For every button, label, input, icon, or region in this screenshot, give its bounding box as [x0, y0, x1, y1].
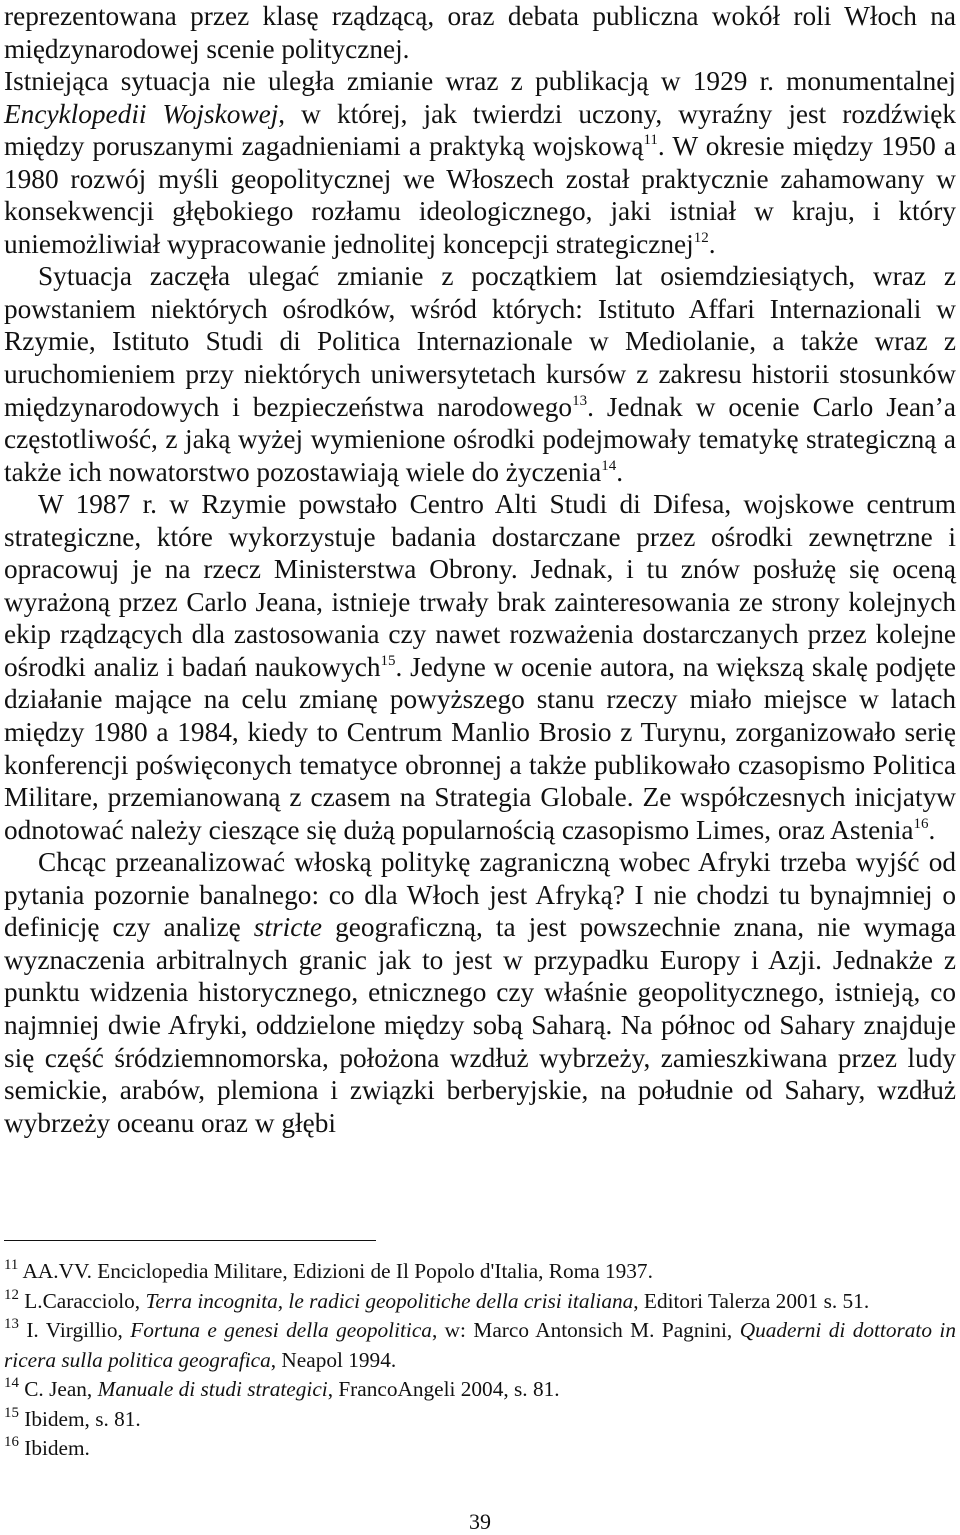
footnote [4, 1257, 956, 1287]
document-page [4, 0, 956, 1460]
text-run: . [708, 228, 716, 259]
paragraph [4, 260, 956, 488]
footnote-number: 14 [4, 1375, 19, 1392]
footnote-ref: 13 [572, 392, 588, 409]
footnote-ref: 14 [601, 457, 617, 474]
footnote-separator [4, 1240, 376, 1241]
text-run: reprezentowana przez klasę rządzącą, oraz debata publiczna wokół roli Włoch na międzynarodowej scenie politycznej. [4, 1, 956, 64]
italic-text: Manuale di studi strategici [97, 1377, 328, 1401]
footnote-number: 12 [4, 1286, 19, 1303]
footnote-number: 16 [4, 1434, 19, 1451]
text-run: Ibidem, s. 81. [18, 1406, 141, 1431]
text-run: Istniejąca sytuacja nie uległa zmianie wraz z publikacją w 1929 r. monumentalnej [4, 66, 956, 97]
footnote [4, 1316, 956, 1375]
page-number: 39 [469, 1509, 491, 1534]
text-run: W 1987 r. w Rzymie powstało Centro Alti Studi di Difesa, wojskowe centrum strategiczne, które wykorzystuje badania dostarczane przez ośrodki zewnętrzne i opracowuj je na rzecz Ministerstwa Obrony. Jednak, i tu znów posłużę się oceną wyrażoną przez Carlo Jeana, istnieje trwały brak zainteresowania ze strony kolejnych ekip rządzących dla zastosowania czy nawet rozważenia dostarczanych przez kolejne ośrodki analiz i badań naukowych [4, 489, 956, 682]
footnote-ref: 11 [643, 132, 658, 149]
text-run: , Neapol 1994. [270, 1347, 397, 1372]
italic-text: stricte [253, 912, 323, 943]
text-run: , Editori Talerza 2001 s. 51. [633, 1288, 870, 1313]
text-run: Chcąc przeanalizować włoską politykę zagraniczną wobec Afryki trzeba wyjść od pytania pozornie banalnego: co dla Włoch jest Afryką? I nie chodzi tu bynajmniej o definicję czy analizę [4, 847, 956, 943]
footnotes [4, 1257, 956, 1464]
text-run: , w: Marco Antonsich M. Pagnini, [431, 1318, 740, 1342]
footnote [4, 1434, 956, 1464]
text-run: I. Virgillio, [18, 1318, 131, 1342]
paragraph [4, 0, 956, 65]
footnote [4, 1287, 956, 1317]
footnote [4, 1405, 956, 1435]
italic-text: Terra incognita, le radici geopolitiche della crisi italiana [145, 1288, 634, 1313]
text-run: , FrancoAngeli 2004, s. 81. [327, 1377, 560, 1401]
text-run: AA.VV. Enciclopedia Militare, Edizioni de Il Popolo d'Italia, Roma 1937. [18, 1259, 653, 1283]
footnote-number: 15 [4, 1404, 19, 1421]
italic-text: Encyklopedii Wojskowej [4, 98, 279, 129]
text-run: . [928, 814, 936, 845]
text-run: C. Jean, [18, 1377, 98, 1401]
text-run: Sytuacja zaczęła ulegać zmianie z początkiem lat osiemdziesiątych, wraz z powstaniem niektórych ośrodków, wśród których: Istituto Affari Internazionali w Rzymie, Istituto Studi di Politica Internazionale w Mediolanie, a także wraz z uruchomieniem przy niektórych uniwersytetach kursów z zakresu historii stosunków międzynarodowych i bezpieczeństwa narodowego [4, 261, 956, 422]
text-run: Ibidem. [18, 1436, 90, 1460]
body-text [4, 0, 956, 1139]
text-run: L.Caracciolo, [18, 1288, 146, 1313]
footnote [4, 1375, 956, 1405]
paragraph [4, 488, 956, 846]
text-run: . Jedyne w ocenie autora, na większą skalę podjęte działanie mające na celu zmianę powyższego stanu rzeczy miało miejsce w latach między 1980 a 1984, kiedy to Centrum Manlio Brosio z Turynu, zorganizowało serię konferencji poświęconych tematyce obronnej a także publikowało czasopismo Politica Militare, przemianowaną z czasem na Strategia Globale. Ze współczesnych inicjatyw odnotować należy cieszące się dużą popularnością czasopismo Limes, oraz Astenia [4, 651, 956, 845]
paragraph [4, 65, 956, 260]
text-run: , w której, jak twierdzi uczony, wyraźny jest rozdźwięk między poruszanymi zagadnieniami a praktyką wojskową [4, 98, 956, 162]
paragraph [4, 846, 956, 1139]
text-run: . [616, 456, 624, 487]
footnote-number: 13 [4, 1316, 19, 1333]
italic-text: Fortuna e genesi della geopolitica [130, 1318, 432, 1342]
footnote-ref: 15 [380, 653, 396, 670]
footnote-ref: 16 [913, 815, 929, 832]
text-run: . Jednak w ocenie Carlo Jean’a częstotliwość, z jaką wyżej wymienione ośrodki podejmowały tematykę strategiczną a także ich nowatorstwo pozostawiają wiele do życzenia [4, 391, 956, 487]
text-run: geograficzną, ta jest powszechnie znana, nie wymaga wyznaczenia arbitralnych granic jak to jest w przypadku Europy i Azji. Jednakże z punktu widzenia historycznego, etnicznego czy właśnie geopolitycznego, istnieją, co najmniej dwie Afryki, oddzielone między sobą Saharą. Na północ od Sahary znajduje się część śródziemnomorska, położona wzdłuż wybrzeży, zamieszkiwana przez ludy semickie, arabów, plemiona i związki berberyjskie, na południe od Sahary, wzdłuż wybrzeży oceanu oraz w głębi [4, 912, 956, 1138]
italic-text: Quaderni di dottorato in ricera sulla politica geografica [4, 1318, 956, 1372]
text-run: . W okresie między 1950 a 1980 rozwój myśli geopolitycznej we Włoszech został praktycznie zahamowany w konsekwencji głębokiego rozłamu ideologicznego, jaki istniał w kraju, i który uniemożliwiał wypracowanie jednolitej koncepcji strategicznej [4, 131, 956, 259]
footnote-number: 11 [4, 1257, 19, 1274]
footnote-ref: 12 [693, 230, 709, 247]
